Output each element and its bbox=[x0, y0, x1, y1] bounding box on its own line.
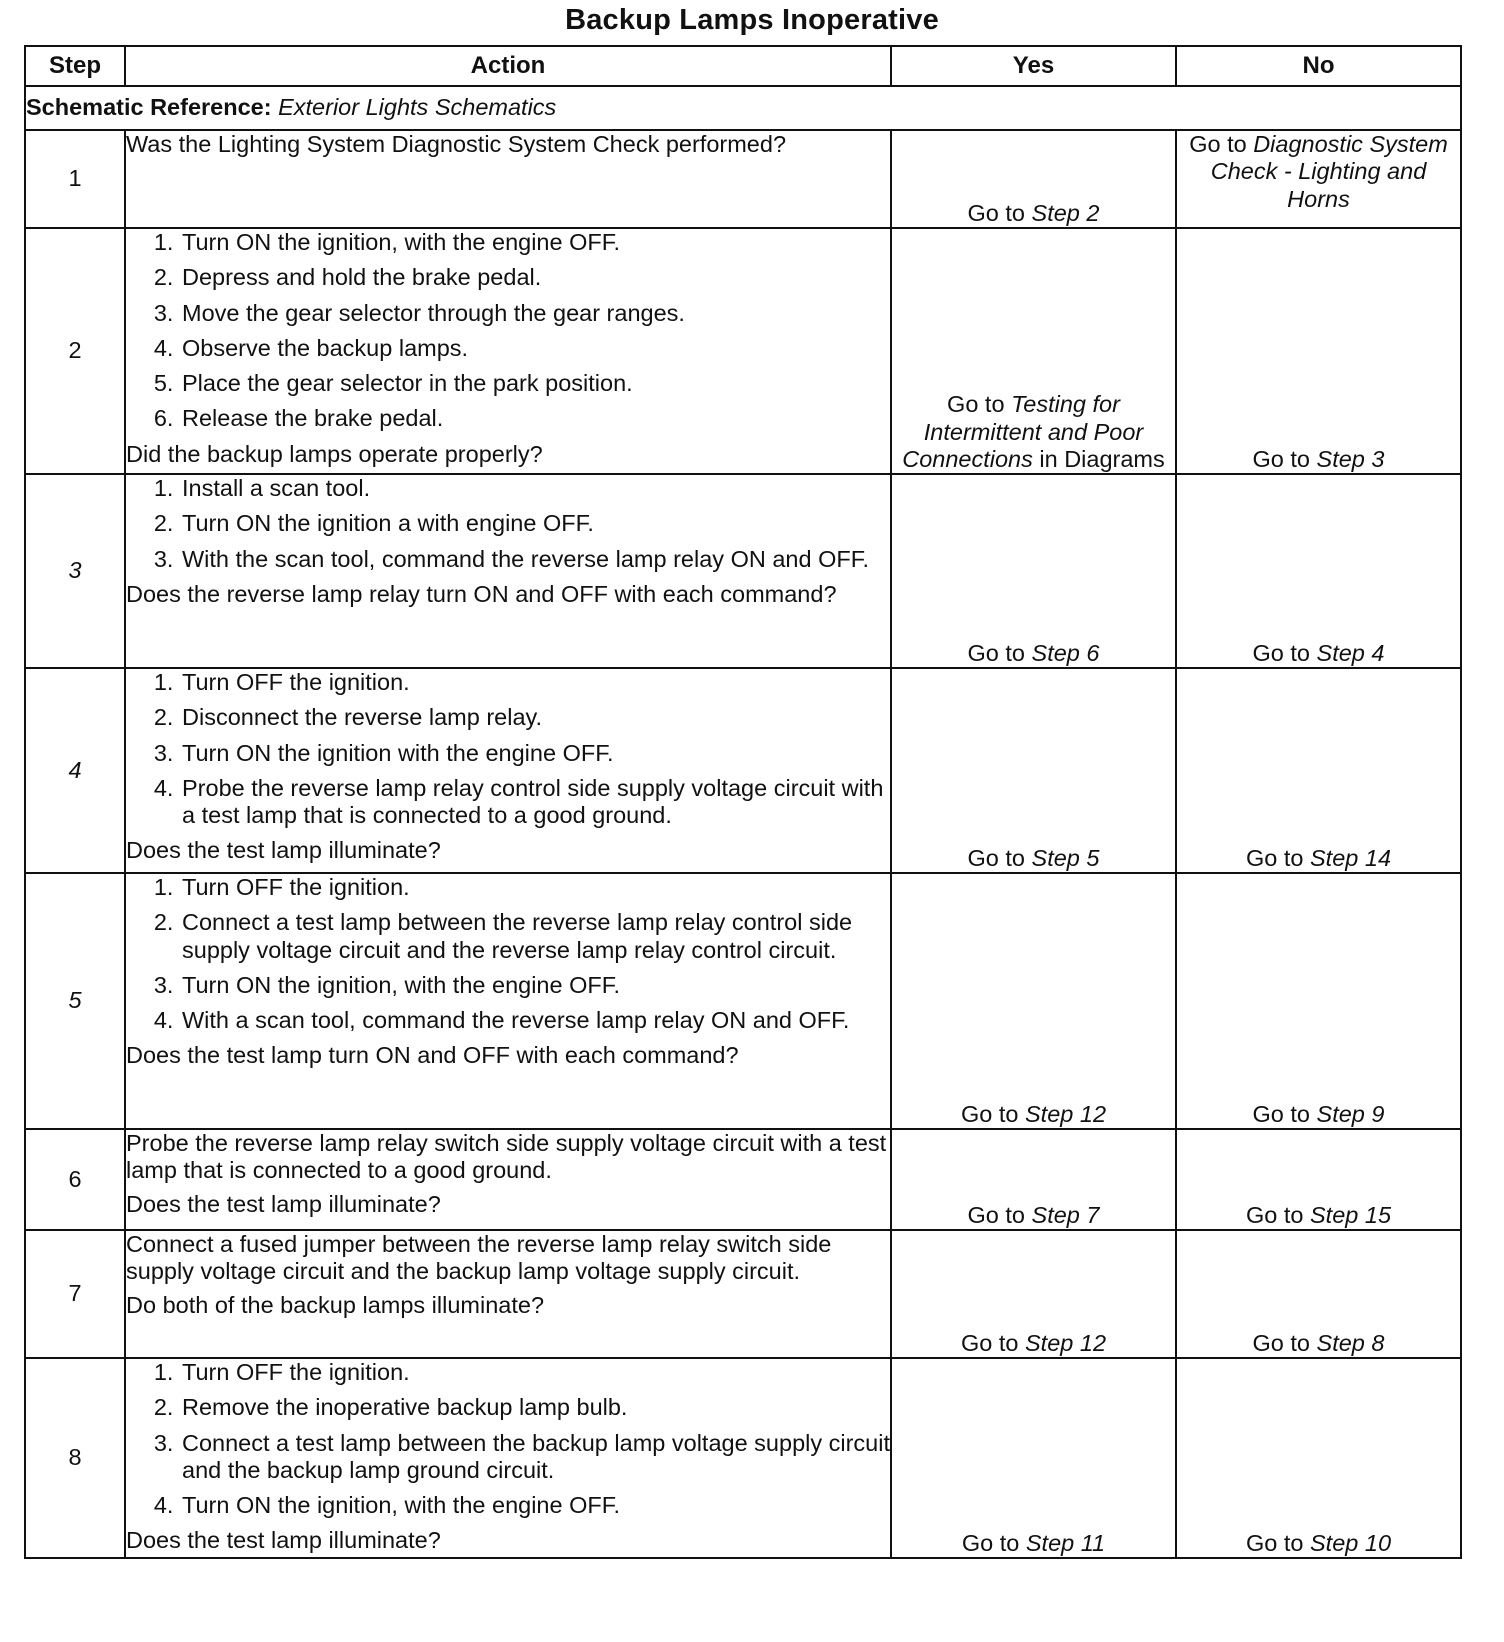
table-row bbox=[25, 668, 1461, 873]
no-goto-link[interactable]: Step 8 bbox=[1316, 1329, 1385, 1356]
no-goto-prefix: Go to bbox=[1252, 639, 1310, 666]
step-number: 3 bbox=[25, 474, 125, 668]
yes-goto-prefix: Go to bbox=[967, 639, 1025, 666]
yes-cell bbox=[891, 474, 1176, 668]
yes-goto-prefix: Go to bbox=[960, 1100, 1019, 1127]
action-question: Does the test lamp illuminate? bbox=[126, 1527, 441, 1554]
yes-cell bbox=[891, 228, 1176, 474]
no-goto-prefix: Go to bbox=[1252, 445, 1310, 472]
no-goto-link[interactable]: Step 9 bbox=[1316, 1100, 1385, 1127]
table-row bbox=[25, 1129, 1461, 1230]
no-cell bbox=[1176, 1129, 1461, 1230]
no-goto-prefix: Go to bbox=[1245, 1529, 1304, 1556]
action-cell bbox=[125, 1358, 891, 1558]
action-step-item: 2. Connect a test lamp between the reverse lamp relay control side supply voltage circuit and the reverse lamp relay control circuit. bbox=[180, 909, 890, 964]
no-cell bbox=[1176, 228, 1461, 474]
action-step-item: 1. Turn OFF the ignition. bbox=[180, 669, 890, 696]
step-number: 1 bbox=[25, 130, 125, 228]
action-question: Does the reverse lamp relay turn ON and OFF with each command? bbox=[126, 580, 837, 607]
action-cell bbox=[125, 228, 891, 474]
no-cell bbox=[1176, 873, 1461, 1129]
action-cell bbox=[125, 474, 891, 668]
action-step-item: 5. Place the gear selector in the park position. bbox=[180, 370, 890, 397]
schematic-reference-value: Exterior Lights Schematics bbox=[278, 94, 557, 121]
action-step-item: 3. With the scan tool, command the reverse lamp relay ON and OFF. bbox=[180, 546, 890, 573]
yes-goto-suffix: in Diagrams bbox=[1039, 445, 1165, 472]
table-row bbox=[25, 130, 1461, 228]
step-number: 5 bbox=[25, 873, 125, 1129]
action-cell bbox=[125, 668, 891, 873]
no-goto-link[interactable]: Diagnostic System Check - Lighting and Horns bbox=[1210, 131, 1448, 212]
action-question: Do both of the backup lamps illuminate? bbox=[126, 1291, 545, 1318]
action-step-item: 3. Turn ON the ignition, with the engine OFF. bbox=[180, 972, 890, 999]
no-cell bbox=[1176, 1230, 1461, 1358]
schematic-reference-row bbox=[25, 86, 1461, 130]
action-step-item: 1. Turn OFF the ignition. bbox=[180, 874, 890, 901]
no-goto-link[interactable]: Step 3 bbox=[1316, 445, 1385, 472]
action-question: Does the test lamp turn ON and OFF with each command? bbox=[126, 1042, 739, 1069]
no-goto-prefix: Go to bbox=[1245, 844, 1304, 871]
header-action: Action bbox=[125, 46, 891, 86]
diagnostic-table bbox=[24, 45, 1462, 1559]
action-cell bbox=[125, 873, 891, 1129]
table-row bbox=[25, 873, 1461, 1129]
action-steps-list bbox=[126, 874, 890, 1034]
no-goto-prefix: Go to bbox=[1252, 1100, 1310, 1127]
action-step-item: 1. Turn OFF the ignition. bbox=[180, 1359, 890, 1386]
action-step-item: 1. Install a scan tool. bbox=[180, 475, 890, 502]
schematic-reference bbox=[25, 86, 1461, 130]
step-number: 2 bbox=[25, 228, 125, 474]
action-step-item: 2. Depress and hold the brake pedal. bbox=[180, 264, 890, 291]
yes-cell bbox=[891, 873, 1176, 1129]
no-goto-prefix: Go to bbox=[1189, 131, 1247, 157]
action-step-item: 4. With a scan tool, command the reverse lamp relay ON and OFF. bbox=[180, 1007, 890, 1034]
action-step-item: 2. Remove the inoperative backup lamp bulb. bbox=[180, 1394, 890, 1421]
yes-goto-prefix: Go to bbox=[960, 1329, 1019, 1356]
action-step-item: 3. Turn ON the ignition with the engine OFF. bbox=[180, 740, 890, 767]
yes-goto-link[interactable]: Step 12 bbox=[1025, 1329, 1107, 1356]
step-number: 8 bbox=[25, 1358, 125, 1558]
yes-cell bbox=[891, 130, 1176, 228]
table-row bbox=[25, 1230, 1461, 1358]
action-question: Does the test lamp illuminate? bbox=[126, 837, 441, 864]
action-step-item: 4. Turn ON the ignition, with the engine OFF. bbox=[180, 1492, 890, 1519]
yes-cell bbox=[891, 1358, 1176, 1558]
action-text: Was the Lighting System Diagnostic System Check performed? bbox=[126, 131, 787, 157]
no-goto-link[interactable]: Step 4 bbox=[1316, 639, 1385, 666]
yes-goto-prefix: Go to bbox=[967, 199, 1025, 226]
header-yes: Yes bbox=[891, 46, 1176, 86]
action-steps-list bbox=[126, 1359, 890, 1519]
action-cell bbox=[125, 130, 891, 228]
step-number: 7 bbox=[25, 1230, 125, 1358]
page-title: Backup Lamps Inoperative bbox=[565, 4, 939, 36]
header-step: Step bbox=[25, 46, 125, 86]
table-row bbox=[25, 228, 1461, 474]
no-cell bbox=[1176, 668, 1461, 873]
yes-goto-link[interactable]: Testing for Intermittent and Poor Connections bbox=[902, 391, 1144, 472]
yes-goto-link[interactable]: Step 5 bbox=[1031, 844, 1100, 871]
no-goto-link[interactable]: Step 10 bbox=[1310, 1529, 1392, 1556]
action-cell bbox=[125, 1129, 891, 1230]
yes-cell bbox=[891, 1129, 1176, 1230]
action-step-item: 3. Move the gear selector through the gear ranges. bbox=[180, 300, 890, 327]
table-row bbox=[25, 1358, 1461, 1558]
action-text: Probe the reverse lamp relay switch side supply voltage circuit with a test lamp that is connected to a good ground. bbox=[126, 1130, 887, 1184]
yes-goto-link[interactable]: Step 12 bbox=[1025, 1100, 1107, 1127]
action-step-item: 4. Probe the reverse lamp relay control side supply voltage circuit with a test lamp that is connected to a good ground. bbox=[180, 775, 890, 830]
action-steps-list bbox=[126, 229, 890, 433]
no-cell bbox=[1176, 1358, 1461, 1558]
step-number: 4 bbox=[25, 668, 125, 873]
action-step-item: 6. Release the brake pedal. bbox=[180, 405, 890, 432]
yes-goto-prefix: Go to bbox=[967, 1201, 1025, 1228]
header-no: No bbox=[1176, 46, 1461, 86]
table-body bbox=[25, 86, 1461, 1558]
action-question: Did the backup lamps operate properly? bbox=[126, 440, 543, 467]
no-cell bbox=[1176, 474, 1461, 668]
yes-goto-prefix: Go to bbox=[967, 844, 1025, 871]
no-cell bbox=[1176, 130, 1461, 228]
yes-cell bbox=[891, 1230, 1176, 1358]
action-step-item: 1. Turn ON the ignition, with the engine OFF. bbox=[180, 229, 890, 256]
no-goto-prefix: Go to bbox=[1252, 1329, 1310, 1356]
yes-goto-link[interactable]: Step 2 bbox=[1031, 199, 1100, 226]
action-step-item: 3. Connect a test lamp between the backup lamp voltage supply circuit and the backup lamp ground circuit. bbox=[180, 1430, 890, 1485]
yes-goto-link[interactable]: Step 11 bbox=[1025, 1529, 1106, 1556]
action-steps-list bbox=[126, 475, 890, 573]
header-row bbox=[25, 46, 1461, 86]
action-cell bbox=[125, 1230, 891, 1358]
yes-cell bbox=[891, 668, 1176, 873]
action-steps-list bbox=[126, 669, 890, 829]
yes-goto-link[interactable]: Step 6 bbox=[1031, 639, 1100, 666]
yes-goto-prefix: Go to bbox=[947, 391, 1005, 418]
step-number: 6 bbox=[25, 1129, 125, 1230]
no-goto-link[interactable]: Step 14 bbox=[1310, 844, 1392, 871]
action-text: Connect a fused jumper between the reverse lamp relay switch side supply voltage circuit and the backup lamp voltage supply circuit. bbox=[126, 1231, 832, 1285]
action-step-item: 2. Disconnect the reverse lamp relay. bbox=[180, 704, 890, 731]
no-goto-link[interactable]: Step 15 bbox=[1310, 1201, 1392, 1228]
action-step-item: 2. Turn ON the ignition a with engine OFF. bbox=[180, 510, 890, 537]
action-question: Does the test lamp illuminate? bbox=[126, 1190, 441, 1217]
table-row bbox=[25, 474, 1461, 668]
yes-goto-prefix: Go to bbox=[961, 1529, 1020, 1556]
no-goto-prefix: Go to bbox=[1245, 1201, 1304, 1228]
yes-goto-link[interactable]: Step 7 bbox=[1031, 1201, 1100, 1228]
schematic-reference-label: Schematic Reference: bbox=[26, 94, 272, 121]
action-step-item: 4. Observe the backup lamps. bbox=[180, 335, 890, 362]
